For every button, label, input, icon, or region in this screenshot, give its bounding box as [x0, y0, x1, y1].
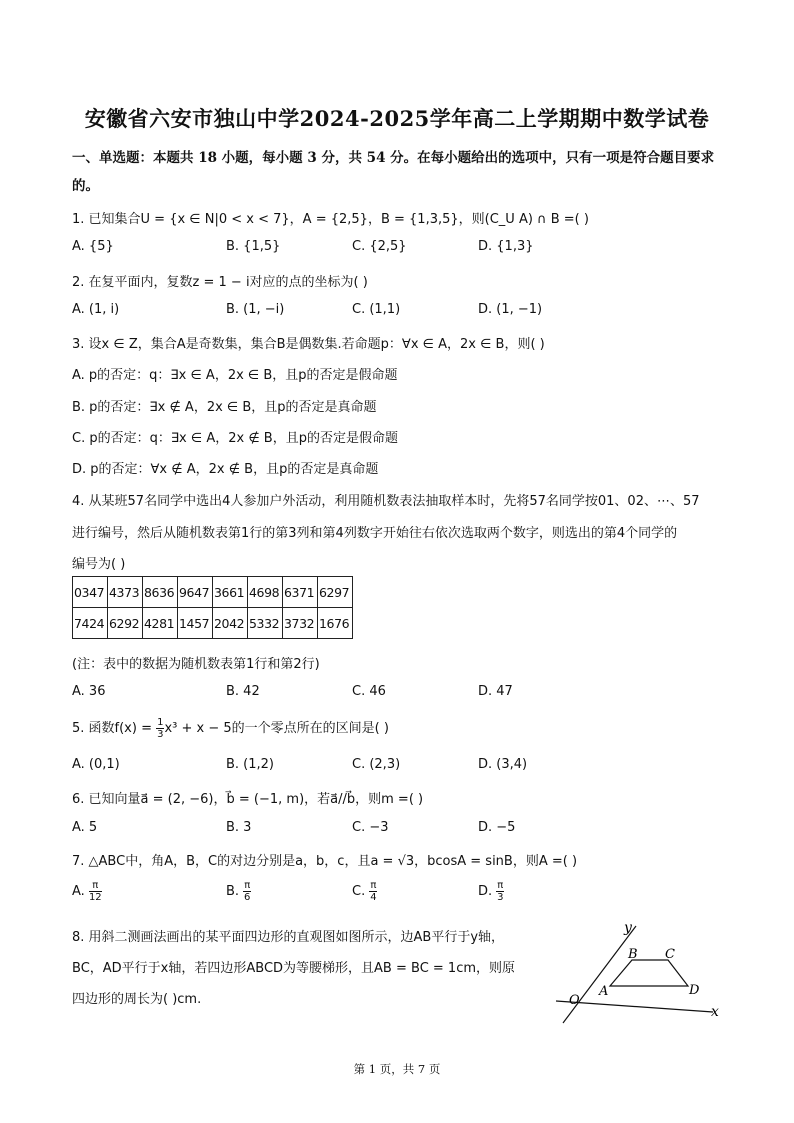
fraction-denominator: 4 [370, 892, 377, 903]
question-3-option-c: C. p的否定：q：∃x ∈ A，2x ∉ B，且p的否定是假命题 [72, 431, 398, 446]
question-3-option-b: B. p的否定：∃x ∉ A，2x ∈ B，且p的否定是真命题 [72, 400, 377, 415]
fraction [496, 880, 504, 903]
option-label: D. [478, 884, 493, 899]
table-cell: 6371 [283, 577, 318, 608]
table-row [73, 577, 353, 608]
table-cell: 3732 [283, 608, 318, 639]
table-cell: 6292 [108, 608, 143, 639]
table-cell: 8636 [143, 577, 178, 608]
table-cell: 0347 [73, 577, 108, 608]
question-4-note: (注：表中的数据为随机数表第1行和第2行) [72, 657, 320, 672]
option-d: D. (1, −1) [478, 302, 543, 317]
section-heading-line1: 一、单选题：本题共 18 小题，每小题 3 分，共 54 分。在每小题给出的选项中，只有一项是符合题目要求 [72, 150, 715, 166]
vertex-d-label: D [689, 983, 700, 998]
question-5-stem [72, 717, 389, 740]
question-1-options [72, 239, 722, 259]
option-b: B. (1,2) [226, 757, 275, 772]
exam-title: 安徽省六安市独山中学2024-2025学年高二上学期期中数学试卷 [84, 106, 710, 131]
question-8-line1: 8. 用斜二测画法画出的某平面四边形的直观图如图所示，边AB平行于y轴， [72, 930, 505, 945]
vertex-a-label: A [599, 984, 609, 999]
trapezoid-abcd [610, 960, 688, 986]
y-axis-label: y [624, 920, 632, 936]
question-2-options [72, 302, 722, 322]
option-d: D. 47 [478, 684, 513, 699]
section-heading [72, 144, 722, 200]
option-c: C. (2,3) [352, 757, 401, 772]
option-c: C. 46 [352, 684, 386, 699]
vertex-c-label: C [665, 947, 675, 962]
question-7-stem: 7. △ABC中，角A，B，C的对边分别是a，b，c，且a = √3，bcosA = sinB，则A =( ) [72, 854, 578, 869]
option-a: A. (1, i) [72, 302, 120, 317]
option-c [352, 880, 377, 903]
fraction-numerator: 1 [157, 717, 164, 728]
option-d: D. −5 [478, 820, 516, 835]
table-cell: 6297 [318, 577, 353, 608]
option-d: D. {1,3} [478, 239, 534, 254]
option-c: C. −3 [352, 820, 389, 835]
question-5-prefix: 5. 函数f(x) = [72, 721, 157, 736]
question-3-stem: 3. 设x ∈ Z，集合A是奇数集，集合B是偶数集.若命题p：∀x ∈ A，2x ∈ B，则( ) [72, 337, 545, 352]
question-4-line1: 4. 从某班57名同学中选出4人参加户外活动，利用随机数表法抽取样本时，先将57名同学按01、02、⋯、57 [72, 494, 700, 509]
question-6-options [72, 820, 722, 840]
fraction-denominator: 6 [244, 892, 251, 903]
option-a: A. {5} [72, 239, 114, 254]
fraction [369, 880, 377, 903]
question-1-stem: 1. 已知集合U = {x ∈ N|0 < x < 7}，A = {2,5}，B = {1,3,5}，则(C_U A) ∩ B =( ) [72, 212, 589, 227]
oblique-projection-figure [548, 918, 728, 1028]
fraction-numerator: π [497, 880, 504, 891]
question-2-stem: 2. 在复平面内，复数z = 1 − i对应的点的坐标为( ) [72, 275, 368, 290]
y-axis [563, 926, 636, 1023]
question-3-option-a: A. p的否定：q：∃x ∈ A，2x ∈ B，且p的否定是假命题 [72, 368, 398, 383]
option-label: B. [226, 884, 240, 899]
table-cell: 5332 [248, 608, 283, 639]
table-cell: 4373 [108, 577, 143, 608]
page-footer: 第 1 页，共 7 页 [353, 1062, 441, 1076]
option-b: B. 3 [226, 820, 252, 835]
option-c: C. {2,5} [352, 239, 407, 254]
table-cell: 4281 [143, 608, 178, 639]
table-row [73, 608, 353, 639]
table-cell: 2042 [213, 608, 248, 639]
fraction-denominator: 3 [157, 729, 164, 740]
table-cell: 1457 [178, 608, 213, 639]
fraction [89, 880, 102, 903]
table-cell: 1676 [318, 608, 353, 639]
fraction-numerator: π [370, 880, 377, 891]
option-b: B. (1, −i) [226, 302, 285, 317]
question-5-suffix: x³ + x − 5的一个零点所在的区间是( ) [164, 721, 389, 736]
option-a [72, 880, 102, 903]
fraction-numerator: π [89, 880, 102, 892]
question-4-line2: 进行编号，然后从随机数表第1行的第3列和第4列数字开始往右依次选取两个数字，则选出的第4个同学的 [72, 526, 678, 541]
option-b: B. {1,5} [226, 239, 281, 254]
option-label: A. [72, 884, 85, 899]
random-number-table [72, 576, 353, 639]
option-c: C. (1,1) [352, 302, 401, 317]
option-label: C. [352, 884, 366, 899]
vertex-b-label: B [628, 947, 638, 962]
question-7-options [72, 880, 722, 910]
table-cell: 3661 [213, 577, 248, 608]
question-4-line3: 编号为( ) [72, 557, 126, 572]
fraction [243, 880, 251, 903]
section-heading-line2: 的。 [72, 178, 99, 194]
option-d: D. (3,4) [478, 757, 528, 772]
option-d [478, 880, 504, 903]
option-b [226, 880, 251, 903]
fraction-denominator: 12 [88, 892, 102, 903]
table-cell: 9647 [178, 577, 213, 608]
question-8-line2: BC，AD平行于x轴，若四边形ABCD为等腰梯形，且AB = BC = 1cm，则原 [72, 961, 516, 976]
question-5-options [72, 757, 722, 777]
x-axis-label: x [711, 1004, 719, 1020]
question-6-stem: 6. 已知向量a⃗ = (2, −6)，b⃗ = (−1, m)，若a⃗//b⃗，则m =( ) [72, 792, 424, 807]
fraction-numerator: π [244, 880, 251, 891]
question-3-option-d: D. p的否定：∀x ∉ A，2x ∉ B，且p的否定是真命题 [72, 462, 379, 477]
fraction-denominator: 3 [497, 892, 504, 903]
table-cell: 4698 [248, 577, 283, 608]
option-a: A. 36 [72, 684, 106, 699]
origin-label: O [569, 993, 580, 1008]
question-4-options [72, 684, 722, 704]
option-a: A. 5 [72, 820, 98, 835]
option-b: B. 42 [226, 684, 260, 699]
question-8-line3: 四边形的周长为( )cm. [72, 992, 202, 1007]
table-cell: 7424 [73, 608, 108, 639]
option-a: A. (0,1) [72, 757, 120, 772]
